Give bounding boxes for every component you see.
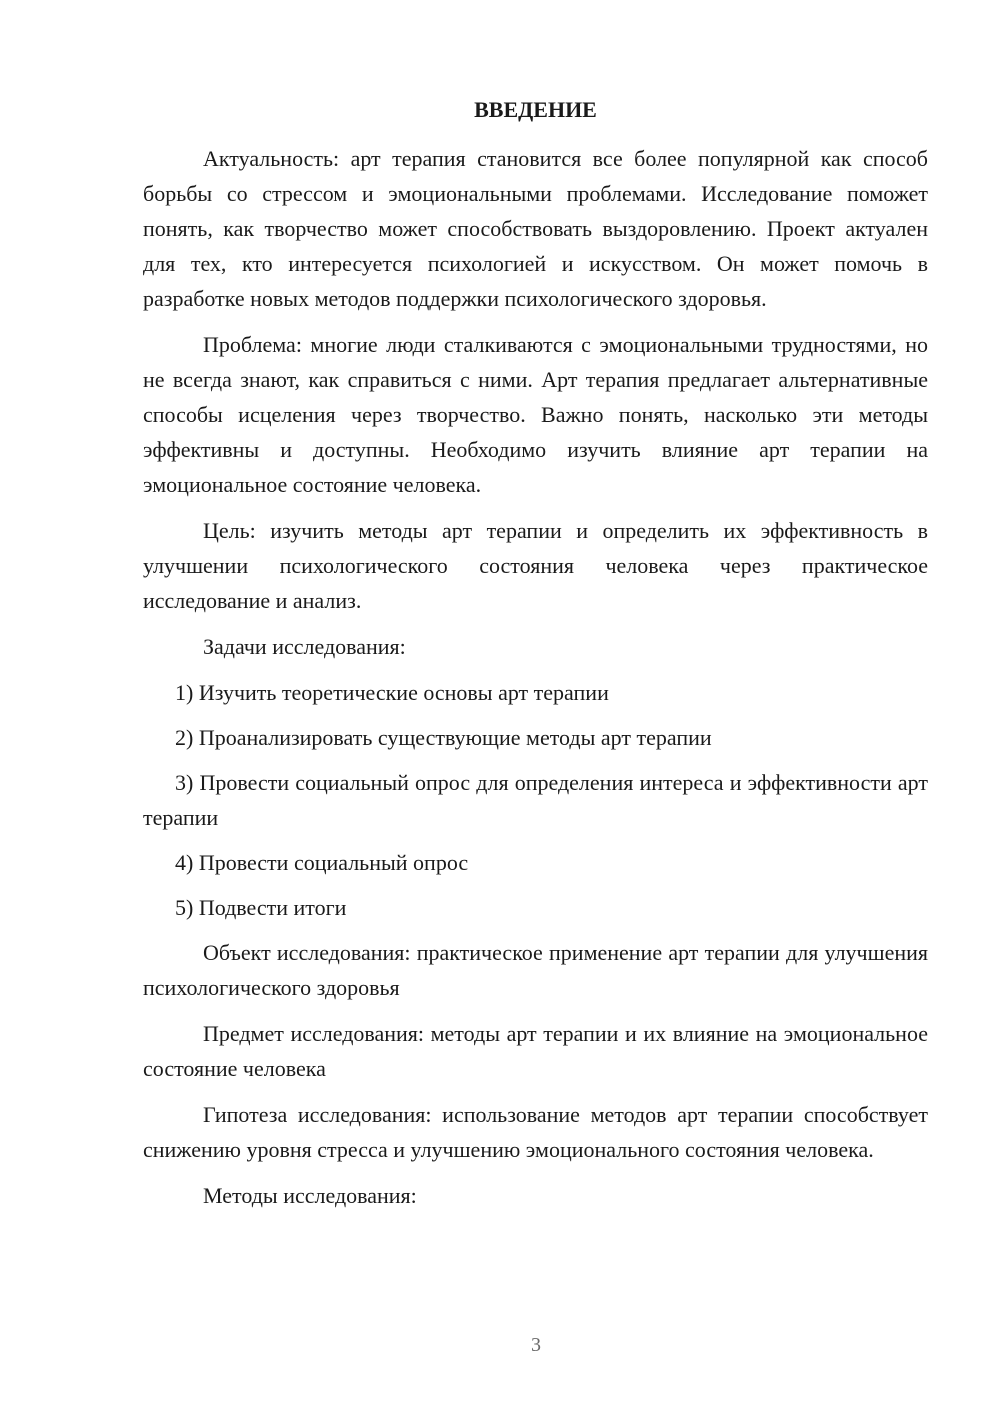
page-number: 3: [531, 1334, 541, 1356]
methods-heading: Методы исследования:: [203, 1183, 417, 1208]
list-item: 5) Подвести итоги: [175, 895, 347, 920]
list-item: 3) Провести социальный опрос для определения интереса и эффективности арт терапии: [143, 770, 928, 830]
list-item: 4) Провести социальный опрос: [175, 850, 469, 875]
list-item: 1) Изучить теоретические основы арт терапии: [175, 680, 609, 705]
tasks-heading: Задачи исследования:: [203, 634, 406, 659]
paragraph-subject: Предмет исследования: методы арт терапии и их влияние на эмоциональное состояние человека: [143, 1021, 928, 1081]
paragraph-goal: Цель: изучить методы арт терапии и определить их эффективность в улучшении психологического состояния человека через практическое исследование и анализ.: [143, 518, 928, 613]
list-item: 2) Проанализировать существующие методы арт терапии: [175, 725, 712, 750]
paragraph-hypothesis: Гипотеза исследования: использование методов арт терапии способствует снижению уровня стресса и улучшению эмоционального состояния человека.: [143, 1102, 928, 1162]
page-title: ВВЕДЕНИЕ: [474, 97, 597, 122]
paragraph-object: Объект исследования: практическое применение арт терапии для улучшения психологического здоровья: [143, 940, 928, 1000]
paragraph-relevance: Актуальность: арт терапия становится все более популярной как способ борьбы со стрессом и эмоциональными проблемами. Исследование поможет понять, как творчество может способствовать выздоровлению. Проект актуален для тех, кто интересуется психологией и искусством. Он может помочь в разработке новых методов поддержки психологического здоровья.: [143, 146, 928, 311]
page-content: [143, 95, 928, 1224]
paragraph-problem: Проблема: многие люди сталкиваются с эмоциональными трудностями, но не всегда знают, как справиться с ними. Арт терапия предлагает альтернативные способы исцеления через творчество. Важно понять, насколько эти методы эффективны и доступны. Необходимо изучить влияние арт терапии на эмоциональное состояние человека.: [143, 332, 928, 497]
